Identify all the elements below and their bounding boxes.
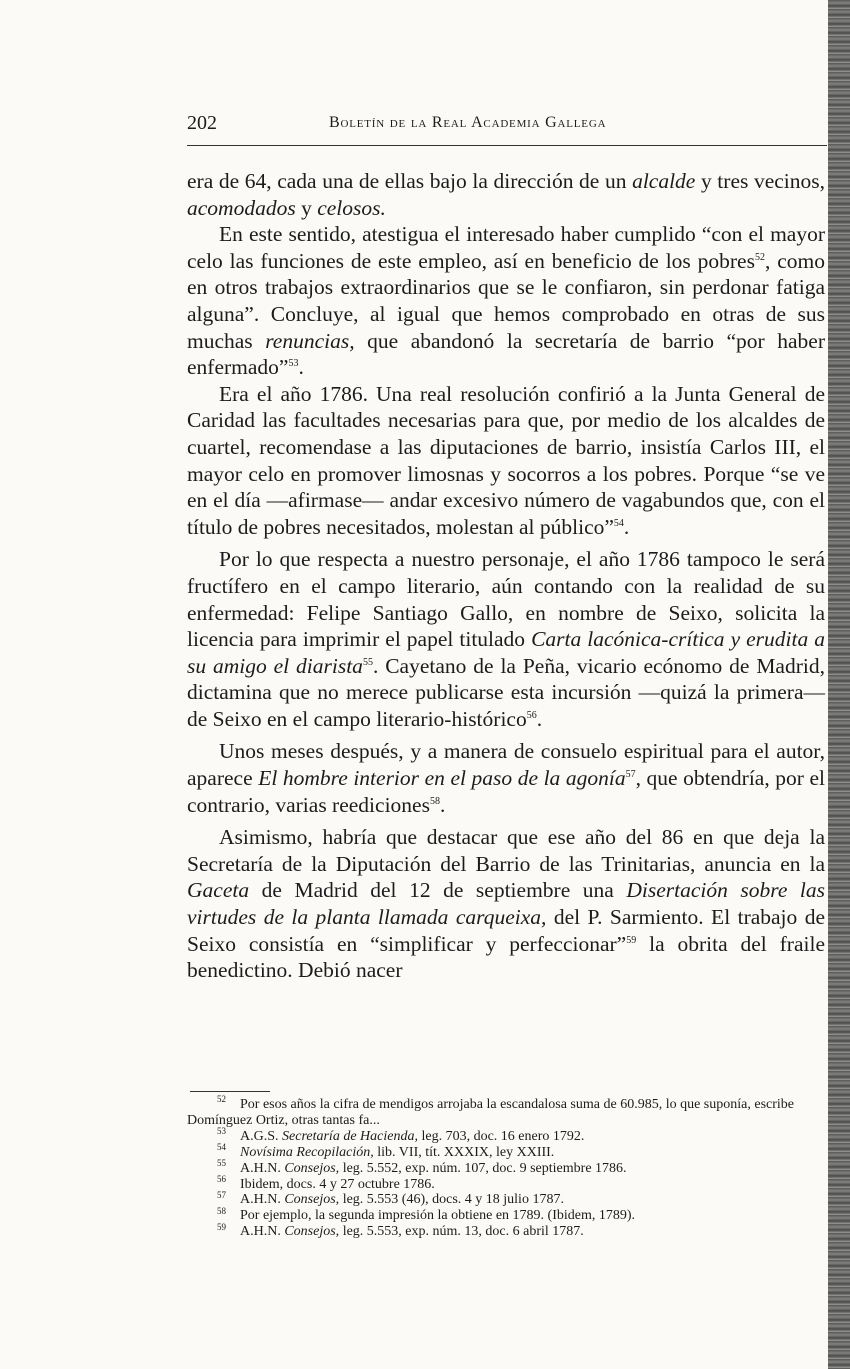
footnote-ref[interactable]: 53 xyxy=(288,358,299,369)
footnote-italic: Consejos, xyxy=(284,1192,340,1208)
footnote-ref[interactable]: 52 xyxy=(754,251,765,263)
footnote-ref[interactable]: 57 xyxy=(625,768,636,780)
footnote-text: lib. VII, tít. XXXIX, ley XXIII. xyxy=(373,1144,555,1160)
footnote-number: 55 xyxy=(217,1157,226,1168)
text: . xyxy=(623,514,630,539)
footnote-rule xyxy=(190,1091,270,1092)
footnote-56 xyxy=(187,1173,827,1193)
text: la obrita del fraile benedictino. Debió nacer xyxy=(187,931,825,983)
footnote-number: 57 xyxy=(217,1189,226,1200)
text: de Madrid del 12 de septiembre una xyxy=(249,878,627,903)
italic-text: Carta lacónica-crítica y erudita a su amigo el diarista xyxy=(187,627,825,678)
italic-text: El hombre interior en el paso de la agonía xyxy=(258,766,626,791)
footnote-text: A.H.N. xyxy=(240,1224,285,1240)
footnote-number: 54 xyxy=(217,1142,226,1153)
paragraph-2 xyxy=(187,221,825,381)
footnote-number: 58 xyxy=(217,1205,226,1216)
text: , que obtendría, por el contrario, varias reediciones xyxy=(187,766,826,817)
footnote-number: 56 xyxy=(217,1173,226,1184)
footnote-54 xyxy=(187,1142,827,1161)
text: y tres vecinos, xyxy=(695,169,826,193)
header-rule xyxy=(187,145,827,146)
running-title: Boletín de la Real Academia Gallega xyxy=(329,114,607,131)
scanned-page-edge xyxy=(828,0,850,1369)
paragraph-6 xyxy=(187,824,825,984)
italic-text: Gaceta xyxy=(187,878,250,903)
text: Asimismo, habría que destacar que ese año del 86 en que deja la Secretaría de la Diputación del Barrio de las Trinitarias, anuncia en la xyxy=(187,825,825,876)
footnote-text: A.G.S. xyxy=(240,1128,283,1144)
text: era de 64, cada una de ellas bajo la dirección de un xyxy=(187,169,633,193)
footnote-italic: Novísima Recopilación, xyxy=(240,1144,374,1160)
italic-text: alcalde xyxy=(632,169,696,193)
footnote-italic: Consejos, xyxy=(284,1160,340,1176)
paragraph-1 xyxy=(187,168,825,221)
text: . xyxy=(298,355,304,380)
footnote-ref[interactable]: 58 xyxy=(429,795,440,807)
footnote-55 xyxy=(187,1157,827,1177)
text: que abandonó la secretaría de barrio “por haber enfermado” xyxy=(187,328,825,380)
footnote-number: 59 xyxy=(217,1221,226,1232)
footnote-58 xyxy=(187,1205,827,1224)
page-header xyxy=(187,112,827,138)
text: . xyxy=(439,792,446,817)
italic-text: Disertación sobre las virtudes de la planta llamada carqueixa, xyxy=(187,878,825,930)
footnote-text: A.H.N. xyxy=(240,1160,285,1176)
text: En este sentido, atestigua el interesado haber cumplido “con el mayor celo las funciones de este empleo, así en beneficio de los pobres xyxy=(187,222,825,273)
text: . xyxy=(536,706,543,731)
footnote-italic: Consejos, xyxy=(284,1224,340,1240)
text: Unos meses después, y a manera de consuelo espiritual para el autor, aparece xyxy=(187,739,825,791)
footnotes xyxy=(187,1094,827,1240)
footnote-text: leg. 5.553 (46), docs. 4 y 18 julio 1787. xyxy=(339,1192,564,1208)
footnote-text: leg. 5.553, exp. núm. 13, doc. 6 abril 1787. xyxy=(339,1224,584,1240)
body-text xyxy=(187,168,825,984)
text: del P. Sarmiento. El trabajo de Seixo consistía en “simplificar y perfeccionar” xyxy=(187,905,826,956)
footnote-ref[interactable]: 54 xyxy=(613,517,624,529)
footnote-59 xyxy=(187,1221,827,1240)
italic-text: celosos. xyxy=(317,195,386,220)
text: y xyxy=(295,195,318,220)
page-number: 202 xyxy=(187,112,217,134)
footnote-52 xyxy=(187,1094,827,1129)
paragraph-4 xyxy=(187,546,825,732)
footnote-ref[interactable]: 56 xyxy=(526,709,537,721)
footnote-text: Por ejemplo, la segunda impresión la obtiene en 1789. (Ibidem, 1789). xyxy=(240,1208,636,1224)
text: . Cayetano de la Peña, vicario ecónomo de Madrid, dictamina que no merece publicarse esta incursión —quizá la primera— de Seixo en el campo literario-histórico xyxy=(187,653,825,731)
footnote-number: 53 xyxy=(217,1126,226,1137)
footnote-number: 52 xyxy=(217,1094,226,1105)
footnote-italic: Secretaría de Hacienda, xyxy=(282,1128,418,1144)
italic-text: acomodados xyxy=(187,195,296,220)
footnote-text: Por esos años la cifra de mendigos arrojaba la escandalosa suma de 60.985, lo que suponía, escribe Domínguez Ortiz, otras tantas fa... xyxy=(187,1097,794,1128)
paragraph-5 xyxy=(187,738,825,818)
text: Era el año 1786. Una real resolución confirió a la Junta General de Caridad las facultades necesarias para que, por medio de los alcaldes de cuartel, recomendase a las diputaciones de barrio, insistía Carlos III, el mayor celo en promover limosnas y socorros a los pobres. Porque “se ve en el día —afirmase— andar excesivo número de vagabundos que, con el título de pobres necesitados, molestan al público” xyxy=(187,381,825,539)
footnote-text: Ibidem, docs. 4 y 27 octubre 1786. xyxy=(240,1176,435,1192)
footnote-ref[interactable]: 55 xyxy=(362,656,373,668)
footnote-57 xyxy=(187,1189,827,1208)
footnote-text: A.H.N. xyxy=(240,1192,285,1208)
footnote-text: leg. 703, doc. 16 enero 1792. xyxy=(417,1128,585,1144)
text: Por lo que respecta a nuestro personaje, el año 1786 tampoco le será fructífero en el campo literario, aún contando con la realidad de su enfermedad: Felipe Santiago Gallo, en nombre de Seixo, solicita la licencia para imprimir el papel titulado xyxy=(187,547,825,652)
footnote-text: leg. 5.552, exp. núm. 107, doc. 9 septiembre 1786. xyxy=(339,1160,627,1176)
paragraph-3 xyxy=(187,381,825,541)
footnote-53 xyxy=(187,1126,827,1145)
text: , como en otros trabajos extraordinarios que se le confiaron, sin perdonar fatiga alguna”. Concluye, al igual que hemos comprobado en otras de sus muchas xyxy=(187,248,825,353)
italic-text: renuncias, xyxy=(265,328,355,353)
footnote-ref[interactable]: 59 xyxy=(626,934,637,946)
